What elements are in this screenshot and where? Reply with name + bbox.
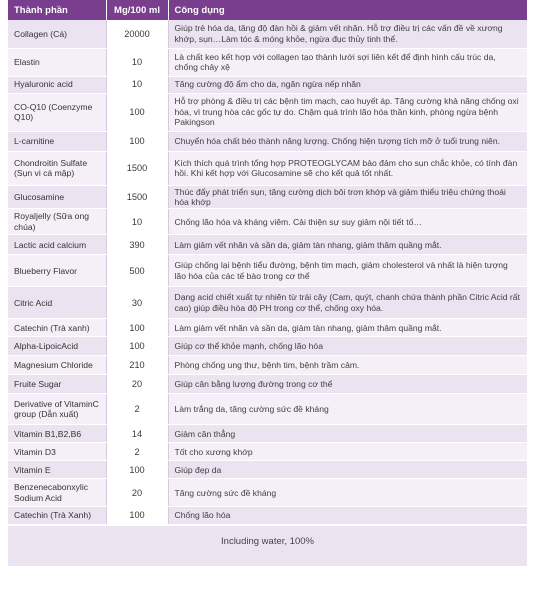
mg-cell: 1500 bbox=[106, 151, 168, 185]
ingredient-cell: L-carnitine bbox=[8, 131, 106, 151]
table-row bbox=[8, 209, 527, 235]
use-cell: Là chất keo kết hợp với collagen tạo thành lưới sợi liên kết để định hình cấu trúc da, chống chảy xệ bbox=[168, 48, 527, 76]
table-row bbox=[8, 443, 527, 461]
bottom-bar bbox=[8, 558, 527, 566]
mg-cell: 100 bbox=[106, 93, 168, 131]
mg-cell: 100 bbox=[106, 461, 168, 479]
table-footer-row bbox=[8, 525, 527, 558]
footer-note: Including water, 100% bbox=[8, 525, 527, 558]
ingredient-cell: Vitamin E bbox=[8, 461, 106, 479]
table-row bbox=[8, 20, 527, 48]
ingredient-cell: Royaljelly (Sữa ong chúa) bbox=[8, 209, 106, 235]
ingredient-cell: Vitamin B1,B2,B6 bbox=[8, 425, 106, 443]
use-cell: Dạng acid chiết xuất tự nhiên từ trái cây (Cam, quýt, chanh chứa thành phần Citric Acid rất cao) giúp điều hòa độ PH trong cơ thể, chống oxy hóa. bbox=[168, 287, 527, 319]
mg-cell: 20000 bbox=[106, 20, 168, 48]
mg-cell: 500 bbox=[106, 255, 168, 287]
ingredient-cell: CO-Q10 (Coenzyme Q10) bbox=[8, 93, 106, 131]
table-row bbox=[8, 394, 527, 425]
table-row bbox=[8, 185, 527, 209]
mg-cell: 10 bbox=[106, 48, 168, 76]
use-cell: Tăng cường sức đề kháng bbox=[168, 479, 527, 507]
header-mg: Mg/100 ml bbox=[106, 0, 168, 20]
mg-cell: 10 bbox=[106, 76, 168, 93]
table-row bbox=[8, 151, 527, 185]
mg-cell: 2 bbox=[106, 443, 168, 461]
table-row bbox=[8, 287, 527, 319]
ingredients-table-container bbox=[8, 0, 527, 566]
ingredient-cell: Benzenecabonxylic Sodium Acid bbox=[8, 479, 106, 507]
table-row bbox=[8, 235, 527, 255]
use-cell: Thúc đẩy phát triển sụn, tăng cường dịch bôi trơn khớp và giảm thiểu triệu chứng thoái hóa khớp bbox=[168, 185, 527, 209]
use-cell: Kích thích quá trình tổng hợp PROTEOGLYCAM bảo đảm cho sụn chắc khỏe, có tính đàn hồi. Khi kết hợp với Glucosamine sẽ cho kết quả tốt nhất. bbox=[168, 151, 527, 185]
ingredient-cell: Magnesium Chloride bbox=[8, 356, 106, 375]
table-row bbox=[8, 425, 527, 443]
table-row bbox=[8, 319, 527, 337]
mg-cell: 100 bbox=[106, 319, 168, 337]
use-cell: Chống lão hóa bbox=[168, 507, 527, 525]
table-row bbox=[8, 507, 527, 525]
ingredient-cell: Catechin (Trà Xanh) bbox=[8, 507, 106, 525]
ingredient-cell: Fruite Sugar bbox=[8, 375, 106, 394]
use-cell: Phòng chống ung thư, bệnh tim, bệnh trầm cảm. bbox=[168, 356, 527, 375]
use-cell: Giúp chống lại bệnh tiểu đường, bệnh tim mạch, giảm cholesterol và nhất là hiện tượng lão hóa của các tế bào trong cơ thể bbox=[168, 255, 527, 287]
use-cell: Tăng cường độ ẩm cho da, ngăn ngừa nếp nhăn bbox=[168, 76, 527, 93]
ingredient-cell: Catechin (Trà xanh) bbox=[8, 319, 106, 337]
table-row bbox=[8, 48, 527, 76]
ingredient-cell: Blueberry Flavor bbox=[8, 255, 106, 287]
mg-cell: 1500 bbox=[106, 185, 168, 209]
use-cell: Chuyển hóa chất béo thành năng lượng. Chống hiện tượng tích mỡ ở tuổi trung niên. bbox=[168, 131, 527, 151]
mg-cell: 100 bbox=[106, 131, 168, 151]
header-ingredient: Thành phần bbox=[8, 0, 106, 20]
ingredient-cell: Collagen (Cá) bbox=[8, 20, 106, 48]
use-cell: Chống lão hóa và kháng viêm. Cải thiện sự suy giảm nội tiết tố… bbox=[168, 209, 527, 235]
mg-cell: 30 bbox=[106, 287, 168, 319]
mg-cell: 390 bbox=[106, 235, 168, 255]
mg-cell: 20 bbox=[106, 375, 168, 394]
table-row bbox=[8, 131, 527, 151]
table-row bbox=[8, 337, 527, 356]
ingredients-table bbox=[8, 0, 527, 558]
use-cell: Giúp đẹp da bbox=[168, 461, 527, 479]
use-cell: Làm giảm vết nhăn và sần da, giảm tàn nhang, giảm thâm quầng mắt. bbox=[168, 319, 527, 337]
mg-cell: 20 bbox=[106, 479, 168, 507]
table-row bbox=[8, 356, 527, 375]
use-cell: Giúp trẻ hóa da, tăng độ đàn hồi & giảm vết nhăn. Hỗ trợ điều trị các vấn đề về xương khớp, sụn…Làm tóc & móng khỏe, ngừa đục thủy tinh thể. bbox=[168, 20, 527, 48]
ingredient-cell: Derivative of VitaminC group (Dẫn xuất) bbox=[8, 394, 106, 425]
mg-cell: 10 bbox=[106, 209, 168, 235]
ingredient-cell: Elastin bbox=[8, 48, 106, 76]
use-cell: Làm trắng da, tăng cường sức đề kháng bbox=[168, 394, 527, 425]
table-header-row bbox=[8, 0, 527, 20]
use-cell: Tốt cho xương khớp bbox=[168, 443, 527, 461]
ingredient-cell: Alpha-LipoicAcid bbox=[8, 337, 106, 356]
ingredient-cell: Citric Acid bbox=[8, 287, 106, 319]
mg-cell: 210 bbox=[106, 356, 168, 375]
table-row bbox=[8, 255, 527, 287]
mg-cell: 14 bbox=[106, 425, 168, 443]
header-use: Công dụng bbox=[168, 0, 527, 20]
table-row bbox=[8, 375, 527, 394]
table-row bbox=[8, 461, 527, 479]
ingredient-cell: Lactic acid calcium bbox=[8, 235, 106, 255]
use-cell: Giúp cân bằng lượng đường trong cơ thể bbox=[168, 375, 527, 394]
table-row bbox=[8, 76, 527, 93]
table-body bbox=[8, 20, 527, 525]
use-cell: Giúp cơ thể khỏe mạnh, chống lão hóa bbox=[168, 337, 527, 356]
ingredient-cell: Hyaluronic acid bbox=[8, 76, 106, 93]
mg-cell: 100 bbox=[106, 507, 168, 525]
ingredient-cell: Glucosamine bbox=[8, 185, 106, 209]
use-cell: Giảm căn thẳng bbox=[168, 425, 527, 443]
mg-cell: 100 bbox=[106, 337, 168, 356]
table-row bbox=[8, 479, 527, 507]
use-cell: Hỗ trợ phòng & điều trị các bệnh tim mạch, cao huyết áp. Tăng cường khả năng chống oxi hóa, vì trung hòa các gốc tự do. Chậm quá trình lão hóa thần kinh, phòng ngừa bệnh Pakingson bbox=[168, 93, 527, 131]
mg-cell: 2 bbox=[106, 394, 168, 425]
table-row bbox=[8, 93, 527, 131]
ingredient-cell: Vitamin D3 bbox=[8, 443, 106, 461]
use-cell: Làm giảm vết nhăn và sần da, giảm tàn nhang, giảm thâm quầng mắt. bbox=[168, 235, 527, 255]
ingredient-cell: Chondroitin Sulfate (Sụn vi cá mập) bbox=[8, 151, 106, 185]
